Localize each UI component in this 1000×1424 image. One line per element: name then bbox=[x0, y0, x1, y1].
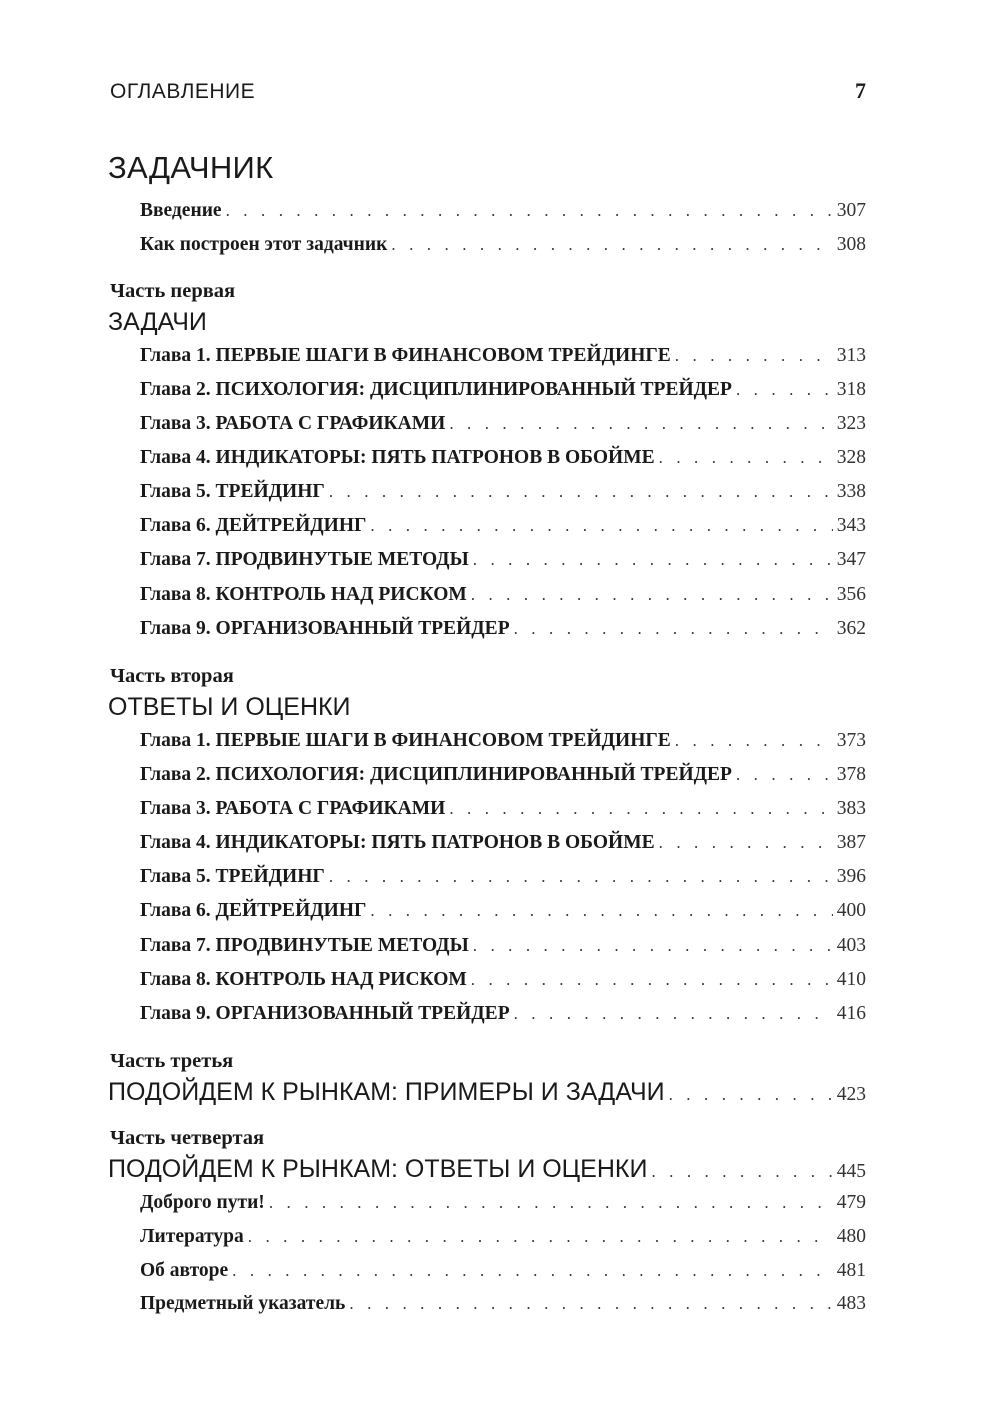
toc-entry-label: Введение bbox=[140, 200, 222, 221]
toc-entry bbox=[140, 1260, 866, 1290]
toc-entry-page: 328 bbox=[836, 447, 866, 468]
dot-leader bbox=[370, 901, 832, 921]
toc-entry-label: Глава 4. ИНДИКАТОРЫ: ПЯТЬ ПАТРОНОВ В ОБОЙМЕ bbox=[140, 447, 655, 468]
dot-leader bbox=[471, 970, 833, 990]
toc-entry-page: 318 bbox=[836, 379, 866, 400]
toc-entry-label: Глава 7. ПРОДВИНУТЫЕ МЕТОДЫ bbox=[140, 935, 469, 956]
toc-entry-label: Глава 2. ПСИХОЛОГИЯ: ДИСЦИПЛИНИРОВАННЫЙ ТРЕЙДЕР bbox=[140, 379, 732, 400]
toc-entry bbox=[140, 1003, 866, 1033]
part-title: ЗАДАЧИ bbox=[108, 308, 207, 336]
toc-entry-page: 396 bbox=[836, 866, 866, 887]
part-label: Часть третья bbox=[110, 1050, 234, 1072]
toc-entry-label: Глава 8. КОНТРОЛЬ НАД РИСКОМ bbox=[140, 584, 467, 605]
dot-leader bbox=[226, 201, 833, 221]
toc-entry bbox=[140, 515, 866, 545]
dot-leader bbox=[675, 346, 833, 366]
toc-entry-label: Глава 1. ПЕРВЫЕ ШАГИ В ФИНАНСОВОМ ТРЕЙДИНГЕ bbox=[140, 345, 671, 366]
toc-entry bbox=[140, 730, 866, 760]
toc-entry-label: Глава 1. ПЕРВЫЕ ШАГИ В ФИНАНСОВОМ ТРЕЙДИНГЕ bbox=[140, 730, 671, 751]
toc-part-entry bbox=[108, 1155, 866, 1185]
toc-entry bbox=[140, 234, 866, 264]
toc-entry-page: 307 bbox=[836, 200, 866, 221]
toc-entry bbox=[140, 481, 866, 511]
dot-leader bbox=[349, 1294, 832, 1314]
toc-entry-label: Глава 7. ПРОДВИНУТЫЕ МЕТОДЫ bbox=[140, 549, 469, 570]
toc-entry-page: 483 bbox=[836, 1293, 866, 1314]
toc-entry bbox=[140, 764, 866, 794]
toc-entry bbox=[140, 935, 866, 965]
toc-entry-page: 403 bbox=[836, 935, 866, 956]
toc-entry-label: Глава 9. ОРГАНИЗОВАННЫЙ ТРЕЙДЕР bbox=[140, 618, 510, 639]
toc-entry-page: 343 bbox=[836, 515, 866, 536]
toc-entry-page: 308 bbox=[836, 234, 866, 255]
dot-leader bbox=[269, 1193, 833, 1213]
part-label: Часть вторая bbox=[110, 665, 234, 687]
toc-entry bbox=[140, 900, 866, 930]
part-title: ПОДОЙДЕМ К РЫНКАМ: ПРИМЕРЫ И ЗАДАЧИ bbox=[108, 1078, 665, 1106]
toc-entry-label: Как построен этот задачник bbox=[140, 234, 388, 255]
dot-leader bbox=[248, 1227, 833, 1247]
toc-entry-label: Глава 6. ДЕЙТРЕЙДИНГ bbox=[140, 515, 367, 536]
dot-leader bbox=[449, 799, 832, 819]
dot-leader bbox=[514, 1004, 833, 1024]
toc-entry-label: Глава 5. ТРЕЙДИНГ bbox=[140, 481, 325, 502]
toc-entry-page: 480 bbox=[836, 1226, 866, 1247]
toc-entry-page: 362 bbox=[836, 618, 866, 639]
dot-leader bbox=[370, 516, 832, 536]
toc-entry-page: 378 bbox=[836, 764, 866, 785]
toc-entry bbox=[140, 549, 866, 579]
toc-entry-page: 338 bbox=[836, 481, 866, 502]
dot-leader bbox=[659, 448, 833, 468]
dot-leader bbox=[329, 867, 833, 887]
part-label: Часть первая bbox=[110, 280, 236, 302]
toc-entry-label: Предметный указатель bbox=[140, 1293, 346, 1314]
part-title: ПОДОЙДЕМ К РЫНКАМ: ОТВЕТЫ И ОЦЕНКИ bbox=[108, 1155, 648, 1183]
dot-leader bbox=[232, 1261, 833, 1281]
toc-entry-page: 423 bbox=[836, 1084, 866, 1105]
toc-entry bbox=[140, 379, 866, 409]
toc-part-entry bbox=[108, 1078, 866, 1108]
toc-entry-label: Глава 6. ДЕЙТРЕЙДИНГ bbox=[140, 900, 367, 921]
running-head-title: ОГЛАВЛЕНИЕ bbox=[110, 80, 256, 103]
toc-entry bbox=[140, 618, 866, 648]
dot-leader bbox=[329, 482, 833, 502]
dot-leader bbox=[449, 414, 832, 434]
toc-entry bbox=[140, 413, 866, 443]
dot-leader bbox=[391, 235, 832, 255]
section-title: ЗАДАЧНИК bbox=[108, 150, 274, 185]
toc-entry-label: Глава 8. КОНТРОЛЬ НАД РИСКОМ bbox=[140, 969, 467, 990]
dot-leader bbox=[675, 731, 833, 751]
toc-entry bbox=[140, 200, 866, 230]
toc-entry bbox=[140, 1226, 866, 1256]
toc-entry bbox=[140, 584, 866, 614]
toc-entry-page: 416 bbox=[836, 1003, 866, 1024]
toc-entry bbox=[140, 447, 866, 477]
toc-entry bbox=[140, 1293, 866, 1323]
toc-entry-page: 373 bbox=[836, 730, 866, 751]
running-head-page-number: 7 bbox=[855, 78, 866, 103]
toc-entry-label: Глава 4. ИНДИКАТОРЫ: ПЯТЬ ПАТРОНОВ В ОБОЙМЕ bbox=[140, 832, 655, 853]
toc-entry-page: 356 bbox=[836, 584, 866, 605]
toc-entry-page: 313 bbox=[836, 345, 866, 366]
toc-entry-label: Литература bbox=[140, 1226, 244, 1247]
toc-entry bbox=[140, 345, 866, 375]
toc-entry-page: 481 bbox=[836, 1260, 866, 1281]
toc-entry bbox=[140, 798, 866, 828]
toc-entry-page: 445 bbox=[836, 1161, 866, 1182]
toc-entry-page: 400 bbox=[836, 900, 866, 921]
toc-entry-page: 479 bbox=[836, 1192, 866, 1213]
toc-entry-page: 383 bbox=[836, 798, 866, 819]
toc-entry-page: 387 bbox=[836, 832, 866, 853]
toc-entry bbox=[140, 832, 866, 862]
dot-leader bbox=[514, 619, 833, 639]
dot-leader bbox=[736, 765, 833, 785]
toc-entry-label: Глава 3. РАБОТА С ГРАФИКАМИ bbox=[140, 413, 446, 434]
dot-leader bbox=[669, 1085, 833, 1105]
toc-entry-label: Глава 9. ОРГАНИЗОВАННЫЙ ТРЕЙДЕР bbox=[140, 1003, 510, 1024]
dot-leader bbox=[736, 380, 833, 400]
toc-entry bbox=[140, 1192, 866, 1222]
toc-entry-label: Глава 2. ПСИХОЛОГИЯ: ДИСЦИПЛИНИРОВАННЫЙ ТРЕЙДЕР bbox=[140, 764, 732, 785]
part-label: Часть четвертая bbox=[110, 1127, 265, 1149]
running-head bbox=[110, 78, 866, 108]
toc-entry-page: 347 bbox=[836, 549, 866, 570]
dot-leader bbox=[659, 833, 833, 853]
dot-leader bbox=[651, 1162, 832, 1182]
toc-entry-page: 410 bbox=[836, 969, 866, 990]
toc-entry-label: Доброго пути! bbox=[140, 1192, 265, 1213]
toc-entry-label: Об авторе bbox=[140, 1260, 229, 1281]
toc-entry-label: Глава 3. РАБОТА С ГРАФИКАМИ bbox=[140, 798, 446, 819]
toc-entry bbox=[140, 866, 866, 896]
toc-entry bbox=[140, 969, 866, 999]
toc-entry-label: Глава 5. ТРЕЙДИНГ bbox=[140, 866, 325, 887]
toc-entry-page: 323 bbox=[836, 413, 866, 434]
dot-leader bbox=[473, 550, 833, 570]
part-title: ОТВЕТЫ И ОЦЕНКИ bbox=[108, 693, 351, 721]
dot-leader bbox=[471, 585, 833, 605]
dot-leader bbox=[473, 936, 833, 956]
